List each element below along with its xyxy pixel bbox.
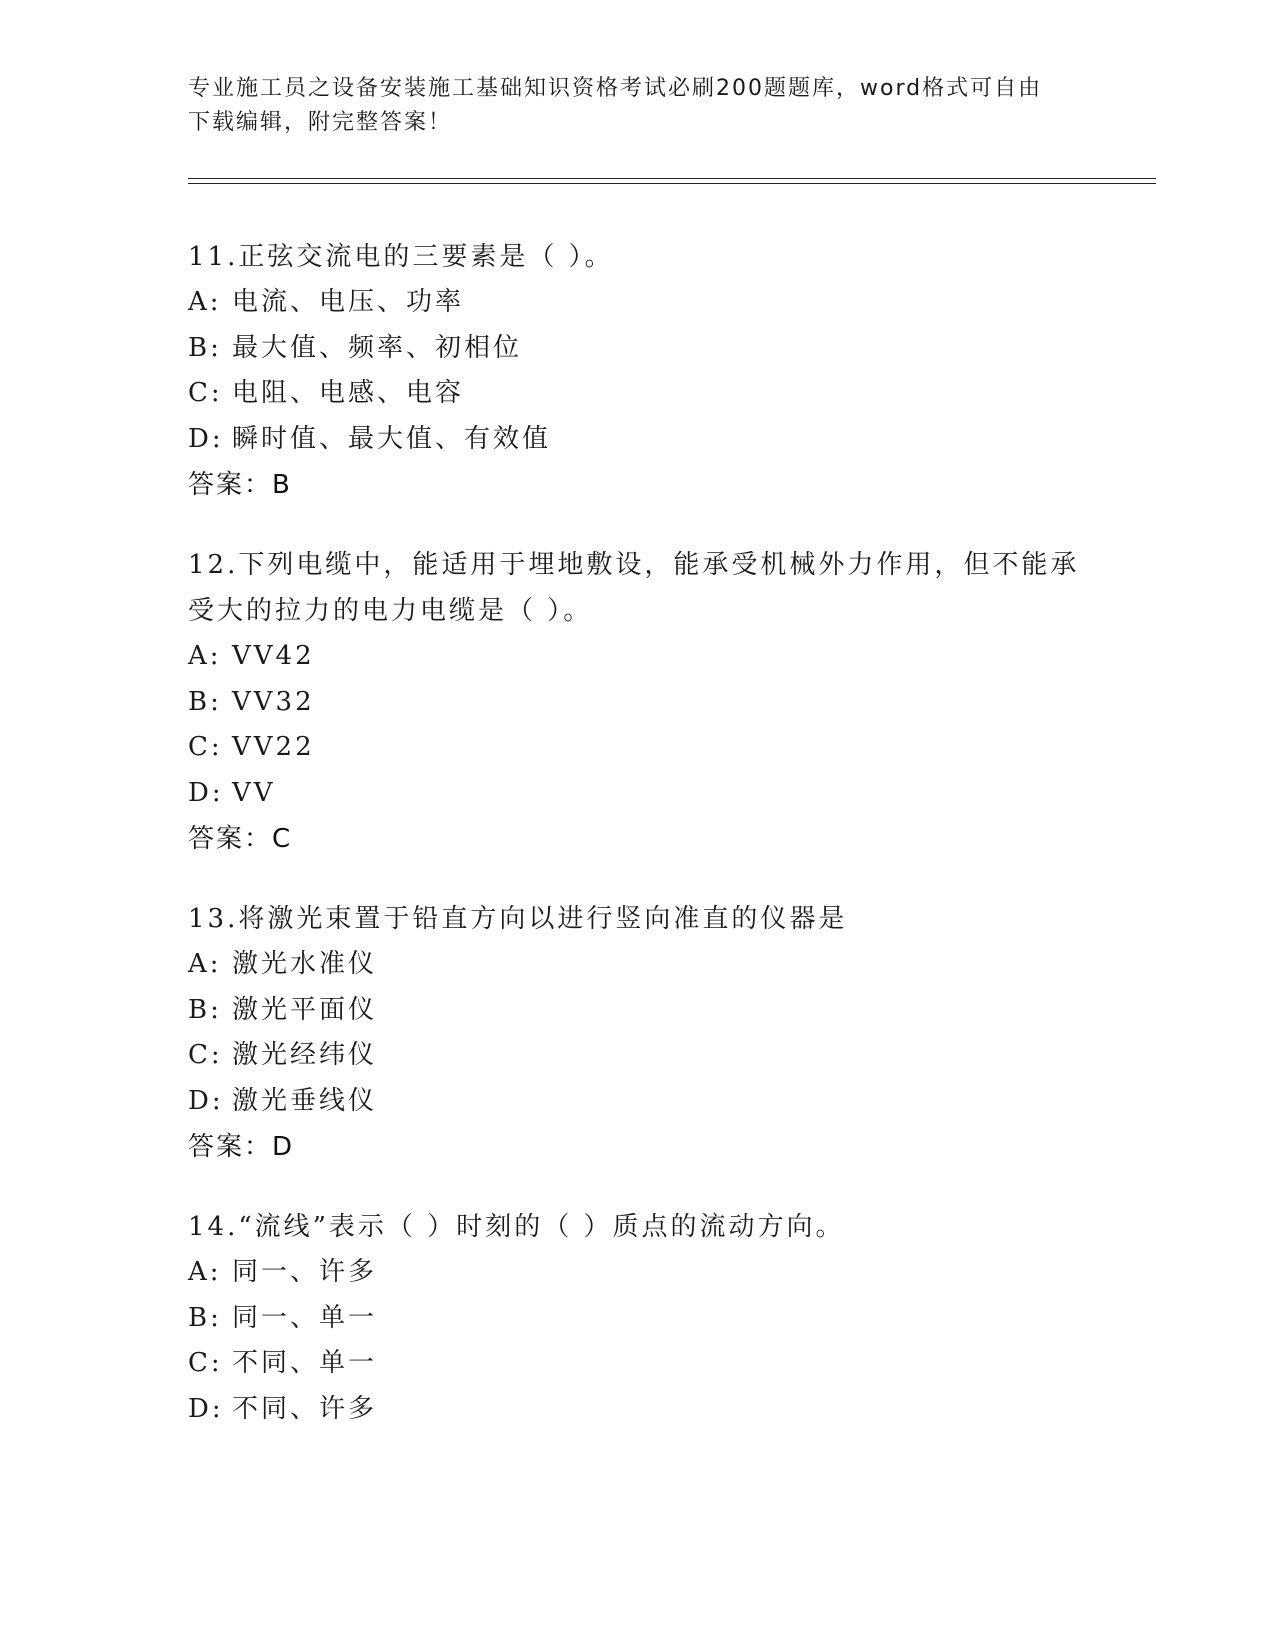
option-letter: B:: [188, 332, 222, 363]
question-stem: 13.将激光束置于铅直方向以进行竖向准直的仪器是: [188, 904, 848, 934]
answer-line: 答案：D: [188, 1132, 295, 1162]
option-letter: B:: [188, 1302, 222, 1333]
question-14: [188, 1204, 1088, 1432]
question-list: [188, 234, 1088, 1466]
option-a: [188, 942, 1088, 988]
option-text: VV22: [232, 732, 315, 762]
option-b: [188, 988, 1088, 1034]
option-letter: D:: [188, 423, 224, 454]
option-d: [188, 771, 1088, 817]
header-divider-bottom: [188, 183, 1156, 184]
option-letter: A:: [188, 949, 222, 979]
option-letter: A:: [188, 287, 222, 317]
option-letter: C:: [188, 378, 223, 408]
option-d: [188, 1387, 1088, 1433]
option-letter: B:: [188, 686, 222, 717]
option-a: [188, 1250, 1088, 1296]
option-c: [188, 371, 1088, 417]
option-letter: A:: [188, 641, 222, 671]
option-letter: D:: [188, 1085, 224, 1116]
document-header: [188, 72, 1078, 140]
option-a: [188, 634, 1088, 680]
option-b: [188, 680, 1088, 726]
option-text: 瞬时值、最大值、有效值: [232, 423, 552, 454]
option-b: [188, 1296, 1088, 1342]
question-stem: 12.下列电缆中，能适用于埋地敷设，能承受机械外力作用，但不能承受大的拉力的电力电缆是（ ）。: [188, 550, 1080, 626]
header-title-line-1: 专业施工员之设备安装施工基础知识资格考试必刷200题题库，word格式可自由: [188, 76, 1043, 101]
option-text: 激光水准仪: [232, 949, 378, 979]
option-text: VV42: [232, 641, 315, 671]
option-text: VV: [232, 777, 276, 808]
question-12: [188, 542, 1088, 862]
option-text: 电阻、电感、电容: [232, 378, 465, 408]
option-d: [188, 1079, 1088, 1125]
option-text: 激光平面仪: [232, 994, 378, 1025]
option-letter: A:: [188, 1257, 222, 1287]
option-c: [188, 1033, 1088, 1079]
question-stem: 14.“流线”表示（ ）时刻的（ ）质点的流动方向。: [188, 1212, 845, 1242]
option-letter: D:: [188, 1393, 224, 1424]
option-text: 激光垂线仪: [232, 1085, 378, 1116]
option-text: 不同、单一: [232, 1348, 378, 1378]
option-c: [188, 725, 1088, 771]
option-a: [188, 280, 1088, 326]
answer-line: 答案：C: [188, 824, 293, 854]
option-letter: C:: [188, 1348, 223, 1378]
question-11: [188, 234, 1088, 508]
option-text: 同一、单一: [232, 1302, 378, 1333]
option-text: 电流、电压、功率: [232, 287, 465, 317]
option-b: [188, 326, 1088, 372]
question-stem: 11.正弦交流电的三要素是（ ）。: [188, 242, 614, 272]
answer-line: 答案：B: [188, 470, 292, 500]
option-text: 同一、许多: [232, 1257, 378, 1287]
option-text: 激光经纬仪: [232, 1040, 378, 1070]
header-title-line-2: 下载编辑，附完整答案！: [188, 110, 453, 135]
option-letter: C:: [188, 1040, 223, 1070]
option-text: 不同、许多: [232, 1393, 378, 1424]
option-text: 最大值、频率、初相位: [232, 332, 523, 363]
option-text: VV32: [232, 686, 315, 717]
option-c: [188, 1341, 1088, 1387]
question-13: [188, 896, 1088, 1170]
option-letter: B:: [188, 994, 222, 1025]
option-letter: D:: [188, 777, 224, 808]
header-divider-top: [188, 178, 1156, 179]
option-d: [188, 417, 1088, 463]
option-letter: C:: [188, 732, 223, 762]
